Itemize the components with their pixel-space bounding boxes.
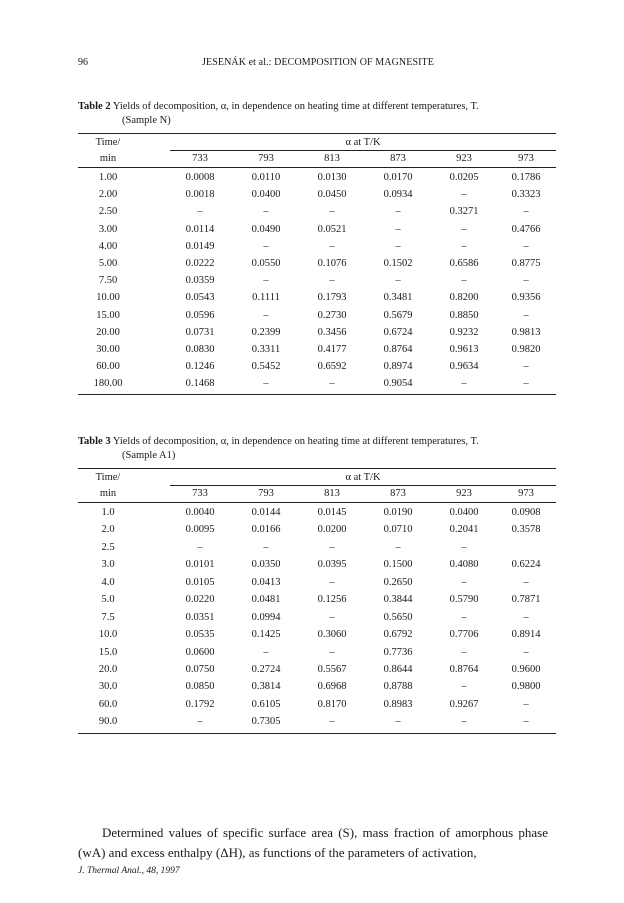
temperature-header-813: 813 — [324, 488, 340, 499]
time-cell: 4.0 — [101, 576, 115, 588]
table-row — [78, 557, 556, 574]
alpha-value-cell: – — [197, 541, 203, 553]
alpha-value-cell: 0.5790 — [449, 594, 479, 606]
temperature-header-923: 923 — [456, 153, 472, 164]
alpha-value-cell: 0.1246 — [185, 361, 215, 373]
time-cell: 2.50 — [98, 206, 118, 218]
alpha-value-cell: 0.1500 — [383, 559, 413, 571]
table-row — [78, 308, 556, 325]
table-row — [78, 204, 556, 221]
alpha-value-cell: – — [523, 576, 529, 588]
time-cell: 4.00 — [98, 240, 118, 252]
table-row — [78, 187, 556, 204]
alpha-value-cell: 0.6792 — [383, 629, 413, 641]
table-row — [78, 359, 556, 376]
time-cell: 20.00 — [96, 326, 120, 338]
alpha-value-cell: 0.8914 — [511, 629, 541, 641]
alpha-value-cell: 0.0110 — [251, 172, 281, 183]
header-bottom-rule — [78, 502, 556, 503]
table-2-caption — [78, 100, 558, 128]
alpha-value-cell: – — [461, 681, 467, 693]
time-cell: 1.0 — [101, 507, 115, 518]
alpha-value-cell: – — [263, 240, 269, 252]
alpha-value-cell: 0.0190 — [383, 507, 413, 518]
alpha-value-cell: 0.5452 — [251, 361, 281, 373]
temperature-header-813: 813 — [324, 153, 340, 164]
time-cell: 2.00 — [98, 189, 118, 201]
table-row — [78, 342, 556, 359]
alpha-value-cell: – — [329, 541, 335, 553]
alpha-value-cell: – — [263, 309, 269, 321]
table-row — [78, 273, 556, 290]
table-row — [78, 170, 556, 187]
alpha-value-cell: 0.0600 — [185, 646, 215, 658]
alpha-value-cell: 0.0114 — [185, 223, 215, 235]
temperature-header-row — [78, 488, 556, 502]
alpha-value-cell: 0.3481 — [383, 292, 413, 304]
time-cell: 7.5 — [101, 611, 115, 623]
alpha-value-cell: 0.1792 — [185, 698, 215, 710]
alpha-value-cell: 0.8170 — [317, 698, 347, 710]
table-row — [78, 645, 556, 662]
time-cell: 5.00 — [98, 257, 118, 269]
alpha-value-cell: 0.0040 — [185, 507, 215, 518]
table-2-caption-line2: (Sample N) — [122, 115, 171, 126]
alpha-value-cell: 0.0105 — [185, 576, 215, 588]
time-cell: 10.0 — [98, 629, 118, 641]
alpha-value-cell: 0.0008 — [185, 172, 215, 183]
alpha-value-cell: 0.8764 — [383, 343, 413, 355]
alpha-value-cell: 0.0830 — [185, 343, 215, 355]
alpha-value-cell: 0.9054 — [383, 378, 413, 390]
alpha-value-cell: 0.0130 — [317, 172, 347, 183]
alpha-value-cell: 0.7706 — [449, 629, 479, 641]
alpha-value-cell: 0.0731 — [185, 326, 215, 338]
table-row — [78, 522, 556, 539]
table-2-caption-line1: Yields of decomposition, α, in dependence on heating time at different temperatures, T. — [112, 101, 479, 112]
table-row — [78, 290, 556, 307]
alpha-header-rule — [170, 150, 556, 151]
table-row — [78, 610, 556, 627]
alpha-value-cell: 0.3323 — [511, 189, 541, 201]
alpha-value-cell: 0.2724 — [251, 663, 281, 675]
alpha-value-cell: – — [329, 716, 335, 728]
alpha-value-cell: 0.0166 — [251, 524, 281, 536]
alpha-value-cell: – — [523, 309, 529, 321]
time-cell: 10.00 — [96, 292, 120, 304]
alpha-value-cell: 0.0535 — [185, 629, 215, 641]
time-cell: 60.00 — [96, 361, 120, 373]
temperature-header-row — [78, 153, 556, 167]
alpha-value-cell: 0.0710 — [383, 524, 413, 536]
alpha-value-cell: – — [461, 611, 467, 623]
alpha-value-cell: 0.5650 — [383, 611, 413, 623]
table-row — [78, 222, 556, 239]
temperature-header-793: 793 — [258, 153, 274, 164]
alpha-value-cell: 0.8764 — [449, 663, 479, 675]
table-row — [78, 697, 556, 714]
alpha-value-cell: 0.3271 — [449, 206, 479, 218]
table-2 — [78, 133, 556, 395]
alpha-value-cell: 0.0220 — [185, 594, 215, 606]
alpha-value-cell: 0.7736 — [383, 646, 413, 658]
table-row — [78, 575, 556, 592]
alpha-value-cell: 0.0521 — [317, 223, 347, 235]
alpha-value-cell: 0.0400 — [449, 507, 479, 518]
alpha-value-cell: – — [523, 698, 529, 710]
alpha-value-cell: 0.9356 — [511, 292, 541, 304]
alpha-value-cell: – — [263, 646, 269, 658]
alpha-value-cell: 0.2041 — [449, 524, 479, 536]
alpha-value-cell: 0.0170 — [383, 172, 413, 183]
table-body — [78, 505, 556, 732]
time-cell: 30.00 — [96, 343, 120, 355]
time-cell: 30.0 — [98, 681, 118, 693]
time-cell: 2.5 — [101, 541, 115, 553]
alpha-value-cell: 0.2650 — [383, 576, 413, 588]
alpha-value-cell: – — [461, 716, 467, 728]
alpha-value-cell: 0.0450 — [317, 189, 347, 201]
table-row — [78, 239, 556, 256]
alpha-value-cell: 0.6105 — [251, 698, 281, 710]
column-header-unit: min — [99, 153, 117, 164]
table-3-label: Table 3 — [78, 436, 111, 447]
time-cell: 20.0 — [98, 663, 118, 675]
table-row — [78, 325, 556, 342]
page-number: 96 — [78, 57, 88, 68]
alpha-value-cell: 0.4766 — [511, 223, 541, 235]
alpha-value-cell: 0.1076 — [317, 257, 347, 269]
time-cell: 3.00 — [98, 223, 118, 235]
temperature-header-873: 873 — [390, 488, 406, 499]
time-cell: 1.00 — [98, 172, 118, 183]
alpha-value-cell: 0.3456 — [317, 326, 347, 338]
alpha-value-cell: – — [263, 275, 269, 287]
table-row — [78, 376, 556, 393]
alpha-value-cell: – — [461, 576, 467, 588]
temperature-header-923: 923 — [456, 488, 472, 499]
table-2-label: Table 2 — [78, 101, 111, 112]
table-top-rule — [78, 133, 556, 134]
time-cell: 3.0 — [101, 559, 115, 571]
table-row — [78, 505, 556, 522]
alpha-value-cell: – — [523, 361, 529, 373]
alpha-value-cell: 0.9800 — [511, 681, 541, 693]
table-row — [78, 714, 556, 731]
journal-footer: J. Thermal Anal., 48, 1997 — [78, 866, 180, 876]
alpha-value-cell: 0.3844 — [383, 594, 413, 606]
alpha-value-cell: 0.0149 — [185, 240, 215, 252]
alpha-value-cell: 0.8850 — [449, 309, 479, 321]
alpha-value-cell: 0.0350 — [251, 559, 281, 571]
alpha-value-cell: 0.0550 — [251, 257, 281, 269]
alpha-header: α at T/K — [345, 472, 381, 483]
alpha-value-cell: 0.8983 — [383, 698, 413, 710]
alpha-value-cell: 0.2399 — [251, 326, 281, 338]
alpha-value-cell: – — [523, 378, 529, 390]
alpha-value-cell: – — [461, 223, 467, 235]
running-header — [78, 57, 558, 71]
alpha-value-cell: 0.9600 — [511, 663, 541, 675]
column-header-unit: min — [99, 488, 117, 499]
time-cell: 15.0 — [98, 646, 118, 658]
alpha-value-cell: 0.0145 — [317, 507, 347, 518]
alpha-value-cell: 0.0543 — [185, 292, 215, 304]
alpha-value-cell: – — [395, 541, 401, 553]
temperature-header-973: 973 — [518, 153, 534, 164]
alpha-value-cell: 0.0908 — [511, 507, 541, 518]
alpha-value-cell: 0.0850 — [185, 681, 215, 693]
table-row — [78, 540, 556, 557]
alpha-value-cell: 0.7305 — [251, 716, 281, 728]
alpha-value-cell: 0.6592 — [317, 361, 347, 373]
alpha-value-cell: 0.9813 — [511, 326, 541, 338]
alpha-value-cell: – — [395, 716, 401, 728]
alpha-value-cell: 0.4080 — [449, 559, 479, 571]
alpha-value-cell: 0.7871 — [511, 594, 541, 606]
alpha-value-cell: 0.0400 — [251, 189, 281, 201]
alpha-value-cell: 0.0351 — [185, 611, 215, 623]
alpha-value-cell: 0.6586 — [449, 257, 479, 269]
alpha-value-cell: – — [329, 206, 335, 218]
time-cell: 15.00 — [96, 309, 120, 321]
alpha-value-cell: 0.1111 — [252, 292, 280, 304]
alpha-value-cell: 0.1256 — [317, 594, 347, 606]
alpha-value-cell: 0.3578 — [511, 524, 541, 536]
alpha-value-cell: 0.1786 — [511, 172, 541, 183]
table-bottom-rule — [78, 733, 556, 734]
alpha-value-cell: – — [395, 223, 401, 235]
alpha-value-cell: 0.0395 — [317, 559, 347, 571]
table-row — [78, 662, 556, 679]
alpha-value-cell: 0.0934 — [383, 189, 413, 201]
column-header-time: Time/ — [95, 472, 121, 483]
time-cell: 7.50 — [98, 275, 118, 287]
alpha-value-cell: 0.8644 — [383, 663, 413, 675]
alpha-value-cell: 0.3814 — [251, 681, 281, 693]
alpha-value-cell: – — [197, 716, 203, 728]
temperature-header-973: 973 — [518, 488, 534, 499]
alpha-value-cell: – — [461, 240, 467, 252]
alpha-value-cell: – — [461, 189, 467, 201]
table-row — [78, 592, 556, 609]
alpha-value-cell: 0.8974 — [383, 361, 413, 373]
alpha-value-cell: 0.2730 — [317, 309, 347, 321]
alpha-value-cell: 0.0095 — [185, 524, 215, 536]
alpha-value-cell: 0.6224 — [511, 559, 541, 571]
alpha-value-cell: – — [523, 716, 529, 728]
table-3-caption — [78, 435, 558, 463]
alpha-value-cell: 0.9634 — [449, 361, 479, 373]
alpha-value-cell: 0.8775 — [511, 257, 541, 269]
alpha-value-cell: – — [461, 646, 467, 658]
header-bottom-rule — [78, 167, 556, 168]
alpha-value-cell: 0.9232 — [449, 326, 479, 338]
alpha-value-cell: – — [523, 611, 529, 623]
alpha-value-cell: – — [395, 275, 401, 287]
alpha-value-cell: 0.6724 — [383, 326, 413, 338]
alpha-value-cell: 0.0994 — [251, 611, 281, 623]
time-cell: 60.0 — [98, 698, 118, 710]
alpha-value-cell: 0.0750 — [185, 663, 215, 675]
alpha-value-cell: – — [395, 206, 401, 218]
alpha-value-cell: – — [523, 646, 529, 658]
alpha-value-cell: 0.0490 — [251, 223, 281, 235]
alpha-value-cell: 0.6968 — [317, 681, 347, 693]
running-head-title: JESENÁK et al.: DECOMPOSITION OF MAGNESITE — [202, 57, 434, 68]
alpha-value-cell: 0.0205 — [449, 172, 479, 183]
table-body — [78, 170, 556, 393]
alpha-value-cell: – — [523, 240, 529, 252]
alpha-value-cell: – — [263, 541, 269, 553]
alpha-value-cell: 0.0481 — [251, 594, 281, 606]
body-text — [78, 823, 548, 863]
temperature-header-733: 733 — [192, 153, 208, 164]
time-cell: 90.0 — [98, 716, 118, 728]
alpha-value-cell: 0.0144 — [251, 507, 281, 518]
alpha-value-cell: 0.4177 — [317, 343, 347, 355]
alpha-value-cell: 0.3311 — [251, 343, 281, 355]
temperature-header-793: 793 — [258, 488, 274, 499]
alpha-header-rule — [170, 485, 556, 486]
alpha-value-cell: – — [329, 611, 335, 623]
alpha-value-cell: – — [197, 206, 203, 218]
alpha-value-cell: – — [523, 275, 529, 287]
alpha-value-cell: 0.8788 — [383, 681, 413, 693]
column-header-time: Time/ — [95, 137, 121, 148]
alpha-value-cell: – — [461, 275, 467, 287]
table-row — [78, 627, 556, 644]
table-row — [78, 679, 556, 696]
alpha-value-cell: – — [329, 275, 335, 287]
alpha-value-cell: 0.1502 — [383, 257, 413, 269]
alpha-value-cell: 0.9613 — [449, 343, 479, 355]
alpha-value-cell: – — [329, 378, 335, 390]
alpha-value-cell: 0.0359 — [185, 275, 215, 287]
table-row — [78, 256, 556, 273]
temperature-header-873: 873 — [390, 153, 406, 164]
alpha-value-cell: 0.9267 — [449, 698, 479, 710]
alpha-value-cell: – — [461, 378, 467, 390]
table-3-caption-line2: (Sample A1) — [122, 450, 176, 461]
body-paragraph: Determined values of specific surface area (S), mass fraction of amorphous phase (wA) and excess enthalpy (ΔH), as functions of the parameters of activation, — [78, 825, 548, 860]
alpha-value-cell: – — [263, 378, 269, 390]
table-bottom-rule — [78, 394, 556, 395]
time-cell: 2.0 — [101, 524, 115, 536]
alpha-value-cell: – — [461, 541, 467, 553]
alpha-value-cell: – — [329, 576, 335, 588]
time-cell: 180.00 — [93, 378, 123, 390]
alpha-value-cell: 0.9820 — [511, 343, 541, 355]
alpha-value-cell: – — [329, 240, 335, 252]
alpha-value-cell: 0.0200 — [317, 524, 347, 536]
alpha-value-cell: – — [263, 206, 269, 218]
table-3-caption-line1: Yields of decomposition, α, in dependence on heating time at different temperatures, T. — [112, 436, 479, 447]
alpha-value-cell: 0.0596 — [185, 309, 215, 321]
alpha-value-cell: 0.5679 — [383, 309, 413, 321]
alpha-value-cell: 0.3060 — [317, 629, 347, 641]
alpha-header: α at T/K — [345, 137, 381, 148]
alpha-value-cell: – — [329, 646, 335, 658]
alpha-value-cell: 0.0018 — [185, 189, 215, 201]
table-top-rule — [78, 468, 556, 469]
alpha-value-cell: 0.5567 — [317, 663, 347, 675]
alpha-value-cell: 0.1468 — [185, 378, 215, 390]
alpha-value-cell: 0.0222 — [185, 257, 215, 269]
alpha-value-cell: – — [395, 240, 401, 252]
alpha-value-cell: – — [523, 206, 529, 218]
time-cell: 5.0 — [101, 594, 115, 606]
temperature-header-733: 733 — [192, 488, 208, 499]
alpha-value-cell: 0.0101 — [185, 559, 215, 571]
alpha-value-cell: 0.0413 — [251, 576, 281, 588]
alpha-value-cell: 0.8200 — [449, 292, 479, 304]
table-3 — [78, 468, 556, 734]
alpha-value-cell: 0.1425 — [251, 629, 281, 641]
alpha-value-cell: 0.1793 — [317, 292, 347, 304]
